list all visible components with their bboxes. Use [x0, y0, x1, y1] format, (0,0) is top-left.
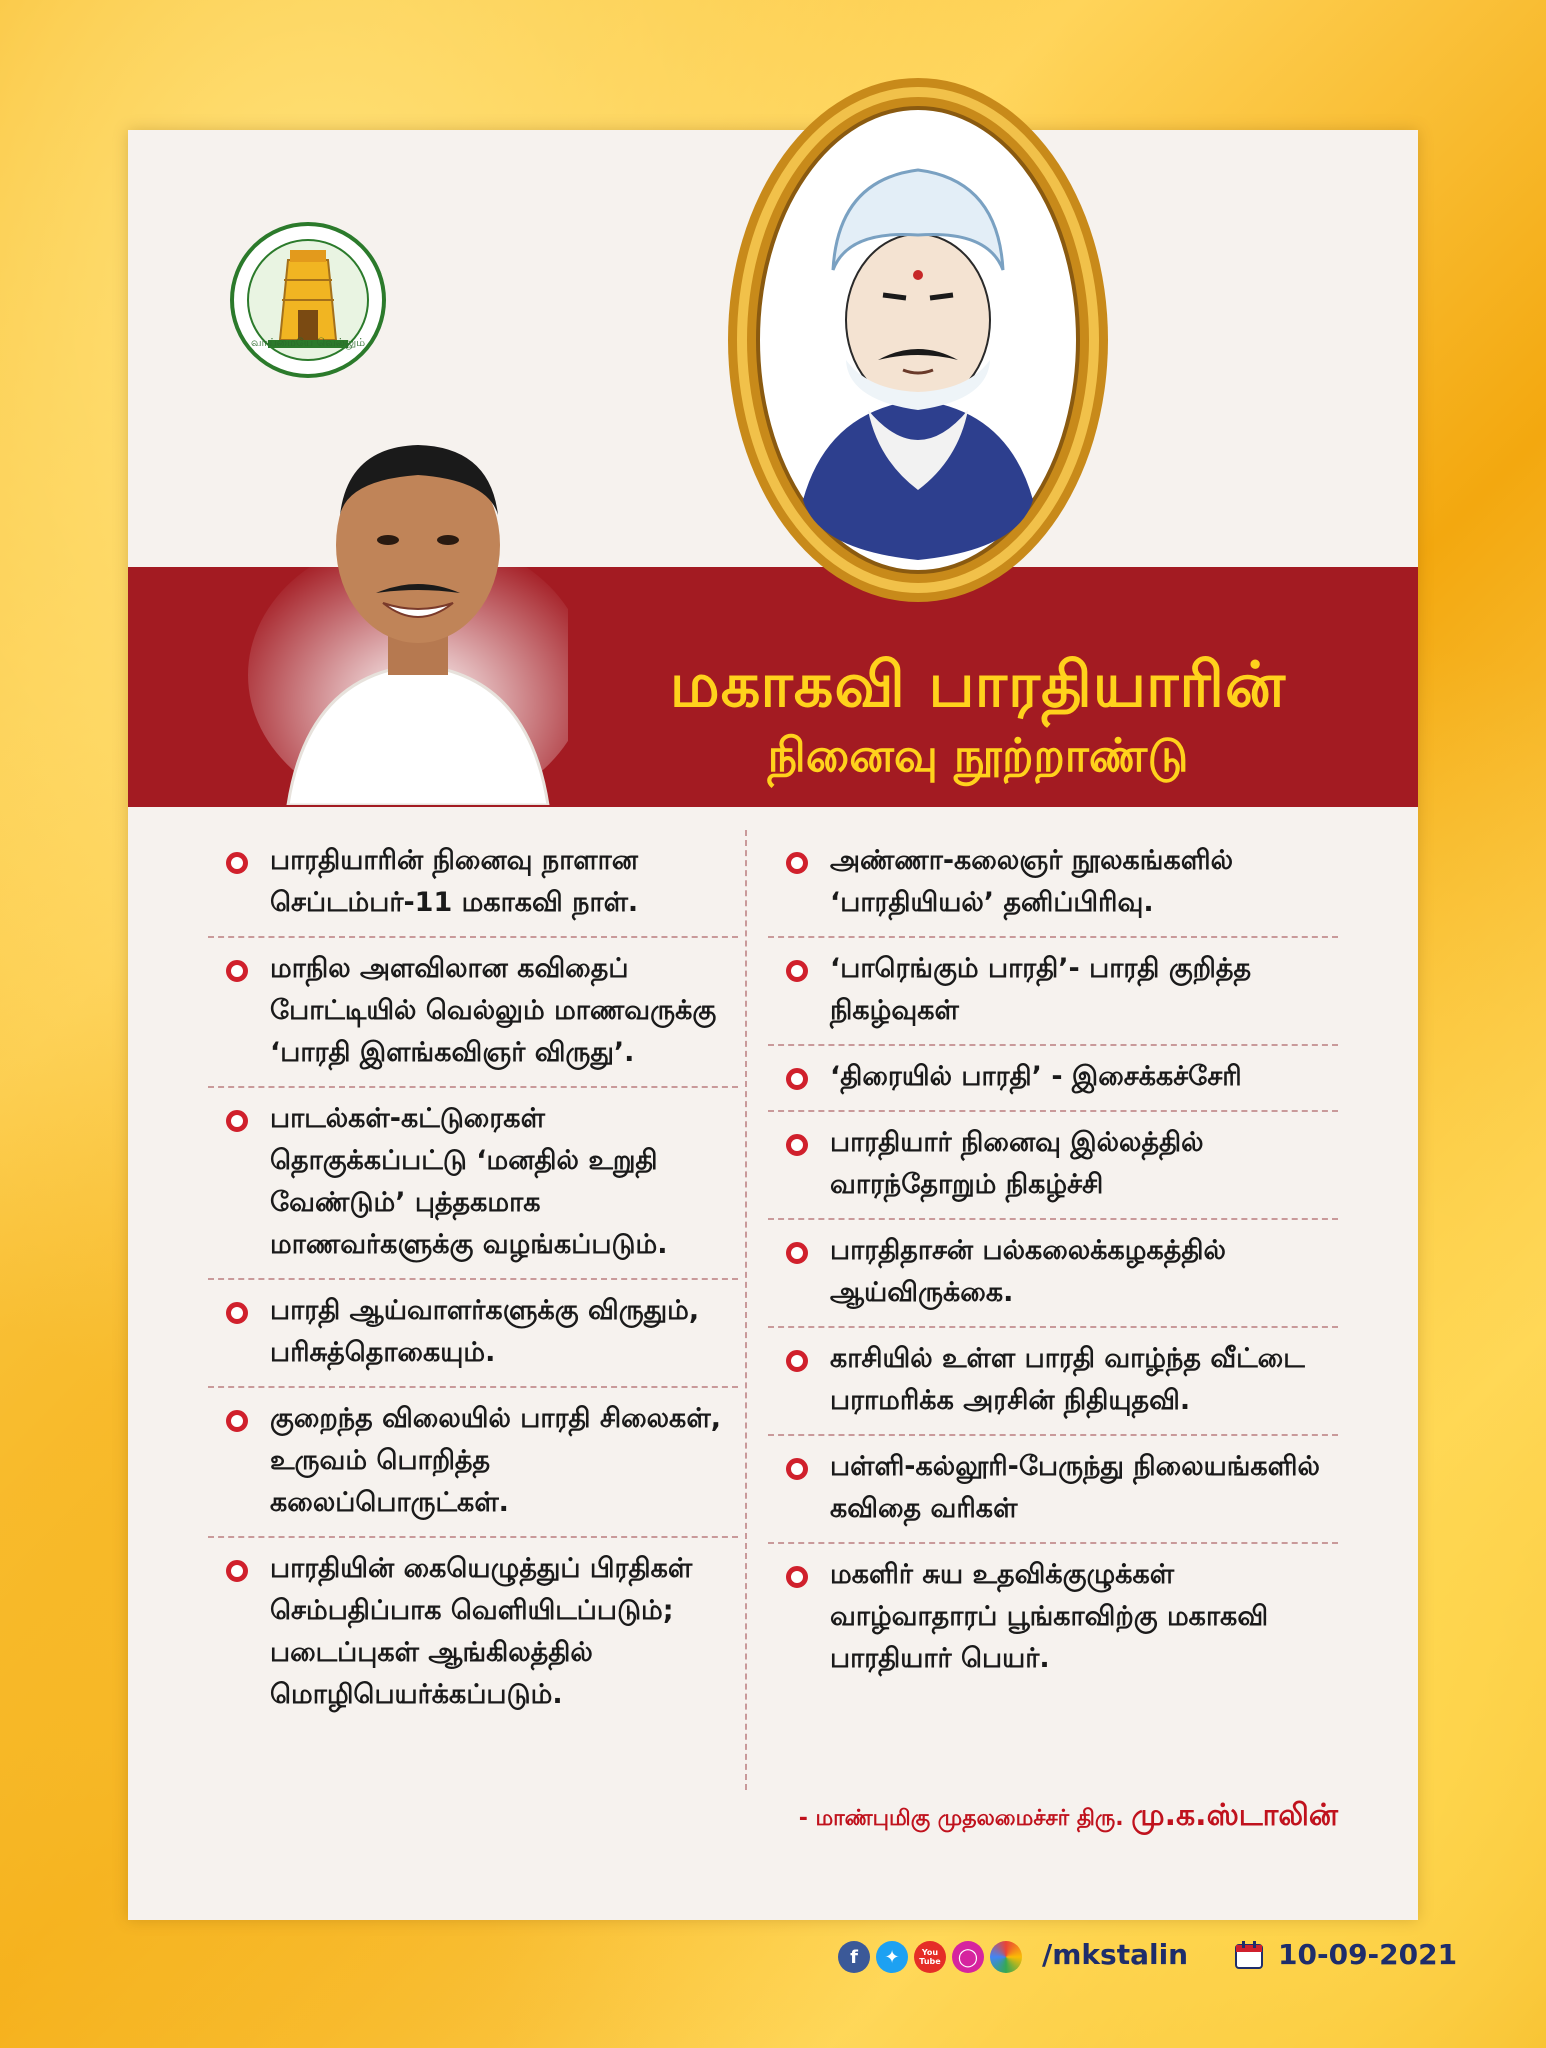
bullet-icon: [786, 960, 808, 982]
list-item: பாரதியார் நினைவு இல்லத்தில் வாரந்தோறும் நிகழ்ச்சி: [768, 1112, 1338, 1220]
list-item: பாரதியின் கையெழுத்துப் பிரதிகள் செம்பதிப்பாக வெளியிடப்படும்; படைப்புகள் ஆங்கிலத்தில் மொழிபெயர்க்கப்படும்.: [208, 1538, 738, 1728]
twitter-icon[interactable]: ✦: [876, 1941, 908, 1973]
poster-title-line1: மகாகவி பாரதியாரின்: [669, 648, 1287, 721]
bullet-icon: [786, 852, 808, 874]
list-item: பள்ளி-கல்லூரி-பேருந்து நிலையங்களில் கவிதை வரிகள்: [768, 1436, 1338, 1544]
social-icons: [838, 1940, 1022, 1974]
list-item: அண்ணா-கலைஞர் நூலகங்களில் ‘பாரதியியல்’ தனிப்பிரிவு.: [768, 830, 1338, 938]
bullet-icon: [226, 1410, 248, 1432]
list-item: பாரதிதாசன் பல்கலைக்கழகத்தில் ஆய்விருக்கை.: [768, 1220, 1338, 1328]
calendar-icon: [1234, 1940, 1264, 1970]
post-date: 10-09-2021: [1278, 1938, 1458, 1971]
bullet-icon: [786, 1068, 808, 1090]
emblem-motto: வாய்மையே வெல்லும்: [250, 336, 366, 349]
right-announcements: [768, 830, 1338, 1692]
bullet-icon: [786, 1242, 808, 1264]
bullet-icon: [226, 1302, 248, 1324]
bullet-icon: [226, 1560, 248, 1582]
koo-icon[interactable]: [990, 1941, 1022, 1973]
column-divider: [745, 830, 747, 1790]
left-announcements: [208, 830, 738, 1728]
list-item: ‘திரையில் பாரதி’ - இசைக்கச்சேரி: [768, 1046, 1338, 1112]
list-item: காசியில் உள்ள பாரதி வாழ்ந்த வீட்டை பராமரிக்க அரசின் நிதியுதவி.: [768, 1328, 1338, 1436]
bullet-icon: [786, 1350, 808, 1372]
poster-title-line2: நினைவு நூற்றாண்டு: [767, 728, 1189, 782]
attribution-name: மு.க.ஸ்டாலின்: [1131, 1798, 1338, 1833]
list-item: பாரதியாரின் நினைவு நாளான செப்டம்பர்-11 மகாகவி நாள்.: [208, 830, 738, 938]
facebook-icon[interactable]: f: [838, 1941, 870, 1973]
bullet-icon: [786, 1566, 808, 1588]
bullet-icon: [786, 1134, 808, 1156]
attribution-prefix: - மாண்புமிகு முதலமைச்சர் திரு.: [798, 1806, 1124, 1831]
tamil-nadu-emblem: [228, 220, 388, 380]
social-handle: /mkstalin: [1042, 1938, 1189, 1971]
bharathiyar-framed-portrait: [718, 70, 1118, 610]
list-item: பாடல்கள்-கட்டுரைகள் தொகுக்கப்பட்டு ‘மனதில் உறுதி வேண்டும்’ புத்தகமாக மாணவர்களுக்கு வழங்கப்படும்.: [208, 1088, 738, 1280]
list-item: பாரதி ஆய்வாளர்களுக்கு விருதும், பரிசுத்தொகையும்.: [208, 1280, 738, 1388]
bullet-icon: [786, 1458, 808, 1480]
bullet-icon: [226, 960, 248, 982]
poster-panel: [128, 130, 1418, 1920]
list-item: ‘பாரெங்கும் பாரதி’- பாரதி குறித்த நிகழ்வுகள்: [768, 938, 1338, 1046]
bullet-icon: [226, 1110, 248, 1132]
youtube-icon[interactable]: You Tube: [914, 1941, 946, 1973]
list-item: மாநில அளவிலான கவிதைப் போட்டியில் வெல்லும் மாணவருக்கு ‘பாரதி இளங்கவிஞர் விருது’.: [208, 938, 738, 1088]
instagram-icon[interactable]: ◯: [952, 1941, 984, 1973]
attribution: [698, 1798, 1338, 1837]
bullet-icon: [226, 852, 248, 874]
chief-minister-portrait: [248, 375, 568, 805]
list-item: மகளிர் சுய உதவிக்குழுக்கள் வாழ்வாதாரப் பூங்காவிற்கு மகாகவி பாரதியார் பெயர்.: [768, 1544, 1338, 1692]
list-item: குறைந்த விலையில் பாரதி சிலைகள், உருவம் பொறித்த கலைப்பொருட்கள்.: [208, 1388, 738, 1538]
